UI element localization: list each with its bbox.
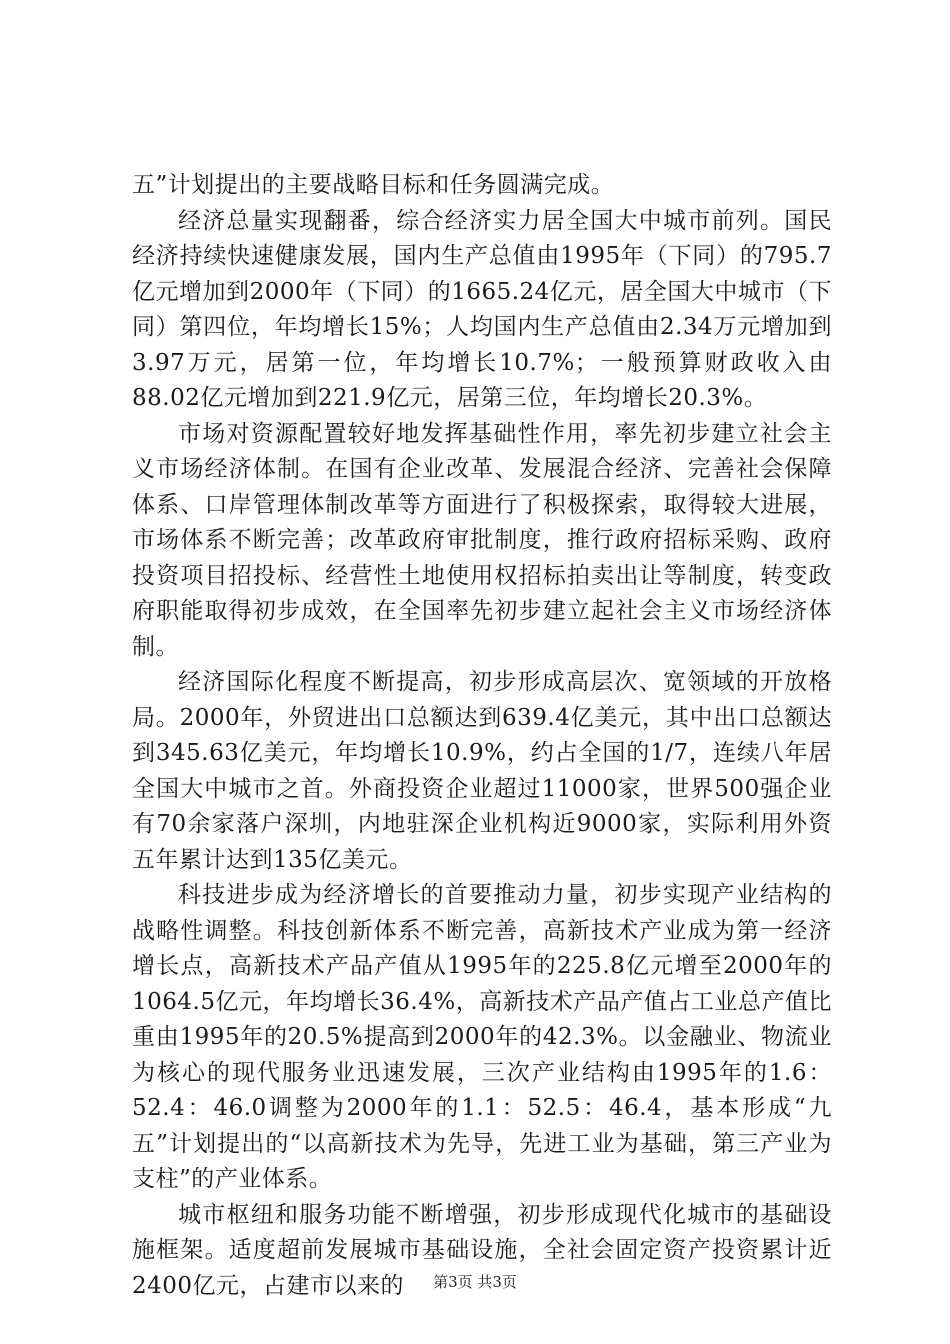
document-body — [132, 168, 832, 1304]
paragraph-economic-total: 经济总量实现翻番，综合经济实力居全国大中城市前列。国民经济持续快速健康发展，国内生产总值由1995年（下同）的795.7亿元增加到2000年（下同）的1665.24亿元，居全国大中城市（下同）第四位，年均增长15%；人均国内生产总值由2.34万元增加到3.97万元，居第一位，年均增长10.7%；一般预算财政收入由88.02亿元增加到221.9亿元，居第三位，年均增长20.3%。 — [132, 207, 832, 411]
paragraph-continued: 五”计划提出的主要战略目标和任务圆满完成。 — [132, 172, 615, 198]
page-number: 第3页 共3页 — [433, 1273, 517, 1291]
paragraph-technology: 科技进步成为经济增长的首要推动力量，初步实现产业结构的战略性调整。科技创新体系不断完善，高新技术产业成为第一经济增长点，高新技术产品产值从1995年的225.8亿元增至2000年的1064.5亿元，年均增长36.4%，高新技术产品产值占工业总产值比重由1995年的20.5%提高到2000年的42.3%。以金融业、物流业为核心的现代服务业迅速发展，三次产业结构由1995年的1.6：52.4：46.0调整为2000年的1.1：52.5：46.4，基本形成“九五”计划提出的“以高新技术为先导，先进工业为基础，第三产业为支柱”的产业体系。 — [132, 882, 832, 1192]
paragraph-infrastructure: 城市枢纽和服务功能不断增强，初步形成现代化城市的基础设施框架。适度超前发展城市基础设施，全社会固定资产投资累计近2400亿元，占建市以来的 — [132, 1201, 832, 1299]
paragraph-market-economy: 市场对资源配置较好地发挥基础性作用，率先初步建立社会主义市场经济体制。在国有企业改革、发展混合经济、完善社会保障体系、口岸管理体制改革等方面进行了积极探索，取得较大进展，市场体系不断完善；改革政府审批制度，推行政府招标采购、政府投资项目招投标、经营性土地使用权招标拍卖出让等制度，转变政府职能取得初步成效，在全国率先初步建立起社会主义市场经济体制。 — [132, 420, 832, 660]
paragraph-internationalization: 经济国际化程度不断提高，初步形成高层次、宽领域的开放格局。2000年，外贸进出口总额达到639.4亿美元，其中出口总额达到345.63亿美元，年均增长10.9%，约占全国的1/7，连续八年居全国大中城市之首。外商投资企业超过11000家，世界500强企业有70余家落户深圳，内地驻深企业机构近9000家，实际利用外资五年累计达到135亿美元。 — [132, 669, 832, 873]
page-footer — [0, 1272, 950, 1292]
